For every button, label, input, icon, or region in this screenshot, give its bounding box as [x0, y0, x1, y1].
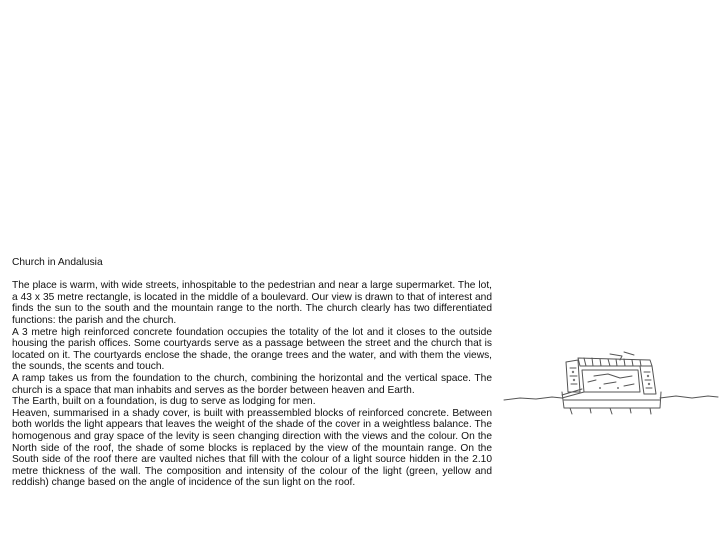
paragraph-3: A ramp takes us from the foundation to the church, combining the horizontal and the vertical space. The church is a space that man inhabits and serves as the border between heaven and Earth.	[12, 372, 492, 396]
paragraph-4: The Earth, built on a foundation, is dug to serve as lodging for men.	[12, 396, 316, 408]
church-section-sketch-icon	[500, 348, 720, 420]
document-title: Church in Andalusia	[12, 257, 103, 268]
document-body	[12, 257, 492, 489]
paragraph-1: The place is warm, with wide streets, inhospitable to the pedestrian and near a large supermarket. The lot, a 43 x 35 metre rectangle, is located in the middle of a boulevard. Our view is drawn to that of interest and finds the sun to the south and the mountain range to the north. The church clearly has two differentiated functions: the parish and the church.	[12, 280, 492, 326]
paragraph-5: Heaven, summarised in a shady cover, is built with preassembled blocks of reinforced concrete. Between both worlds the light appears that leaves the weight of the shade of the cover in a weightless balance. The homogenous and gray space of the levity is seen changing direction with the views and the colour. On the North side of the roof, the shade of some blocks is replaced by the view of the mountain range. On the South side of the roof there are vaulted niches that fill with the colour of a light source hidden in the 2.10 metre thickness of the wall. The composition and intensity of the colour of the light (green, yellow and reddish) change based on the angle of incidence of the sun light on the roof.	[12, 407, 492, 489]
paragraph-2: A 3 metre high reinforced concrete foundation occupies the totality of the lot and it closes to the outside housing the parish offices. Some courtyards serve as a passage between the street and the church that is located on it. The courtyards enclose the shade, the orange trees and the water, and with them the views, the sounds, the scents and touch.	[12, 326, 492, 373]
